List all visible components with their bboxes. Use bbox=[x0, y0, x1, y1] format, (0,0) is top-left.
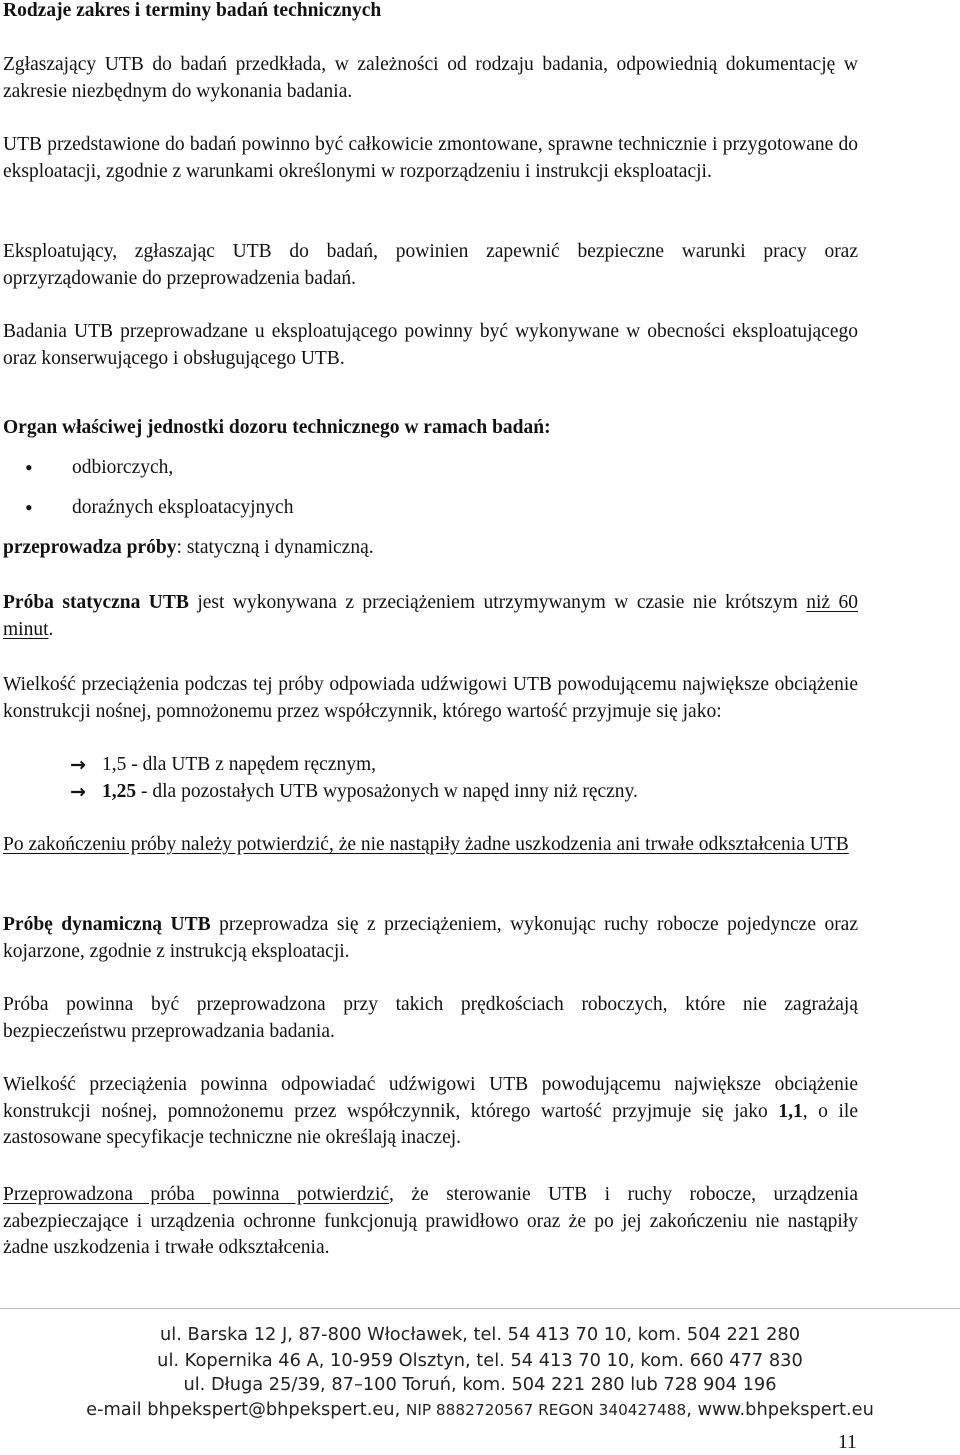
paragraph-after-static: Po zakończeniu próby należy potwierdzić, że nie nastąpiły żadne uszkodzenia ani trwałe odkształcenia UTB bbox=[3, 834, 849, 855]
organ-list-item-label: odbiorczych, bbox=[72, 457, 174, 478]
paragraph-dynamic-test bbox=[3, 912, 858, 965]
arrow-right-icon: → bbox=[70, 754, 86, 776]
paragraph-safety: Eksploatujący, zgłaszając UTB do badań, powinien zapewnić bezpieczne warunki pracy oraz oprzyrządowanie do przeprowadzenia badań. bbox=[3, 241, 858, 289]
factor-value: 1,25 bbox=[102, 781, 137, 802]
static-test-title: Próba statyczna UTB bbox=[3, 592, 189, 613]
factor-item-label bbox=[102, 779, 638, 806]
tests-bold-noun: próby bbox=[126, 537, 177, 558]
paragraph-static-test bbox=[3, 590, 858, 643]
paragraph-tests bbox=[3, 535, 858, 562]
paragraph-confirmation bbox=[3, 1182, 858, 1262]
page-heading: Rodzaje zakres i terminy badań technicznych bbox=[3, 0, 382, 21]
tests-rest: : statyczną i dynamiczną. bbox=[176, 537, 374, 558]
footer-email: e-mail bhpekspert@bhpekspert.eu, bbox=[86, 1399, 406, 1420]
footer-contact bbox=[0, 1398, 960, 1422]
factor-text: - dla pozostałych UTB wyposażonych w napęd inny niż ręczny. bbox=[136, 781, 638, 802]
static-test-end: . bbox=[48, 618, 54, 640]
paragraph-overload-static: Wielkość przeciążenia podczas tej próby odpowiada udźwigowi UTB powodującemu największe obciążenie konstrukcji nośnej, pomnożonemu przez współczynnik, którego wartość przyjmuje się jako: bbox=[3, 674, 858, 722]
paragraph-overload-dynamic bbox=[3, 1072, 858, 1152]
paragraph-documentation: Zgłaszający UTB do badań przedkłada, w zależności od rodzaju badania, odpowiednią dokumentację w zakresie niezbędnym do wykonania badania. bbox=[3, 54, 858, 102]
footer-website: , www.bhpekspert.eu bbox=[686, 1399, 874, 1420]
arrow-right-icon: → bbox=[70, 781, 86, 803]
organ-heading: Organ właściwej jednostki dozoru technicznego w ramach badań: bbox=[3, 417, 551, 438]
footer-address-olsztyn: ul. Kopernika 46 A, 10-959 Olsztyn, tel. 54 413 70 10, kom. 660 477 830 bbox=[157, 1350, 803, 1371]
overload-dynamic-text-a: Wielkość przeciążenia powinna odpowiadać udźwigowi UTB powodującemu największe obciążenie konstrukcji nośnej, pomnożonemu przez współczynnik, którego wartość przyjmuje się jako bbox=[3, 1074, 858, 1122]
confirmation-text: , że sterowanie UTB i ruchy robocze, urządzenia zabezpieczające i urządzenia ochronne funkcjonują prawidłowo oraz że po jej zakończeniu nie nastąpiły żadne uszkodzenia i trwałe odkształcenia. bbox=[3, 1184, 858, 1259]
paragraph-speed: Próba powinna być przeprowadzona przy takich prędkościach roboczych, które nie zagrażają bezpieczeństwu przeprowadzania badania. bbox=[3, 994, 858, 1042]
paragraph-utb-condition: UTB przedstawione do badań powinno być całkowicie zmontowane, sprawne technicznie i przygotowane do eksploatacji, zgodnie z warunkami określonymi w rozporządzeniu i instrukcji eksploatacji. bbox=[3, 134, 858, 182]
bullet-icon: • bbox=[25, 495, 33, 520]
organ-list-item-label: doraźnych eksploatacyjnych bbox=[72, 497, 294, 518]
footer-divider bbox=[0, 1308, 960, 1309]
dynamic-test-title: Próbę dynamiczną UTB bbox=[3, 914, 211, 935]
overload-dynamic-text-b: , o ile zastosowane specyfikacje techniczne nie określają inaczej. bbox=[3, 1100, 858, 1149]
tests-bold-verb: przeprowadza bbox=[3, 537, 122, 558]
overload-dynamic-factor: 1,1 bbox=[778, 1100, 803, 1122]
confirmation-underlined: Przeprowadzona próba powinna potwierdzić bbox=[3, 1184, 390, 1205]
footer-address-torun: ul. Długa 25/39, 87–100 Toruń, kom. 504 221 280 lub 728 904 196 bbox=[183, 1374, 777, 1395]
paragraph-presence: Badania UTB przeprowadzane u eksploatującego powinny być wykonywane w obecności eksploatującego oraz konserwującego i obsługującego UTB. bbox=[3, 321, 858, 369]
footer-address-wloclawek: ul. Barska 12 J, 87-800 Włocławek, tel. 54 413 70 10, kom. 504 221 280 bbox=[159, 1324, 801, 1345]
static-test-text: jest wykonywana z przeciążeniem utrzymywanym w czasie nie krótszym bbox=[188, 592, 807, 613]
page-number: 11 bbox=[838, 1432, 857, 1453]
bullet-icon: • bbox=[25, 455, 33, 480]
static-test-duration: niż 60 minut bbox=[3, 592, 858, 640]
footer-registration: NIP 8882720567 REGON 340427488 bbox=[405, 1401, 687, 1419]
dynamic-test-text: przeprowadza się z przeciążeniem, wykonując ruchy robocze pojedyncze oraz kojarzone, zgodnie z instrukcją eksploatacji. bbox=[3, 914, 858, 962]
factor-item-label: 1,5 - dla UTB z napędem ręcznym, bbox=[102, 754, 376, 775]
